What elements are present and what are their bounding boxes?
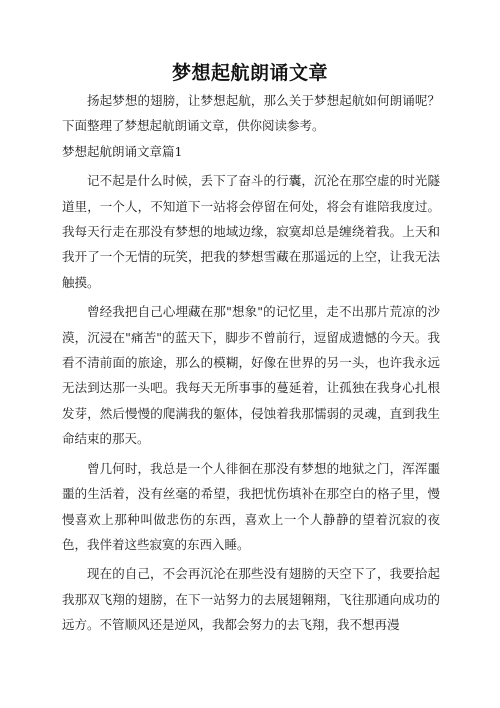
body-paragraph: 曾几何时，我总是一个人徘徊在那没有梦想的地狱之门，浑浑噩噩的生活着，没有丝毫的希望，我把忧伤填补在那空白的格子里，慢慢喜欢上那种叫做悲伤的东西，喜欢上一个人静静的望着沉寂的夜色，我伴着这些寂寞的东西入睡。 <box>62 460 440 552</box>
body-paragraph: 记不起是什么时候，丢下了奋斗的行囊，沉沦在那空虚的时光隧道里，一个人，不知道下一站将会停留在何处，将会有谁陪我度过。我每天行走在那没有梦想的地域边缘，寂寞却总是缠绕着我。上天和我开了一个无情的玩笑，把我的梦想雪藏在那遥远的上空，让我无法触摸。 <box>62 173 440 290</box>
body-paragraph: 现在的自己，不会再沉沦在那些没有翅膀的天空下了，我要拾起我那双飞翔的翅膀，在下一站努力的去展翅翱翔，飞往那通向成功的远方。不管顺风还是逆风，我都会努力的去飞翔，我不想再漫 <box>62 566 440 633</box>
intro-paragraph: 扬起梦想的翅膀，让梦想起航，那么关于梦想起航如何朗诵呢？下面整理了梦想起航朗诵文章，供你阅读参考。 <box>62 93 440 134</box>
page-title: 梦想起航朗诵文章 <box>171 62 328 84</box>
article-body <box>62 88 440 638</box>
body-paragraph: 曾经我把自己心埋藏在那"想象"的记忆里，走不出那片荒凉的沙漠，沉浸在"痛苦"的蓝天下，脚步不曾前行，逗留成遗憾的今天。我看不清前面的旅途，那么的模糊，好像在世界的另一头，也许我永远无法到达那一头吧。我每天无所事事的蔓延着，让孤独在我身心扎根发芽，然后慢慢的爬满我的躯体，侵蚀着我那懦弱的灵魂，直到我生命结束的那天。 <box>62 304 440 447</box>
section-heading: 梦想起航朗诵文章篇1 <box>62 143 183 159</box>
